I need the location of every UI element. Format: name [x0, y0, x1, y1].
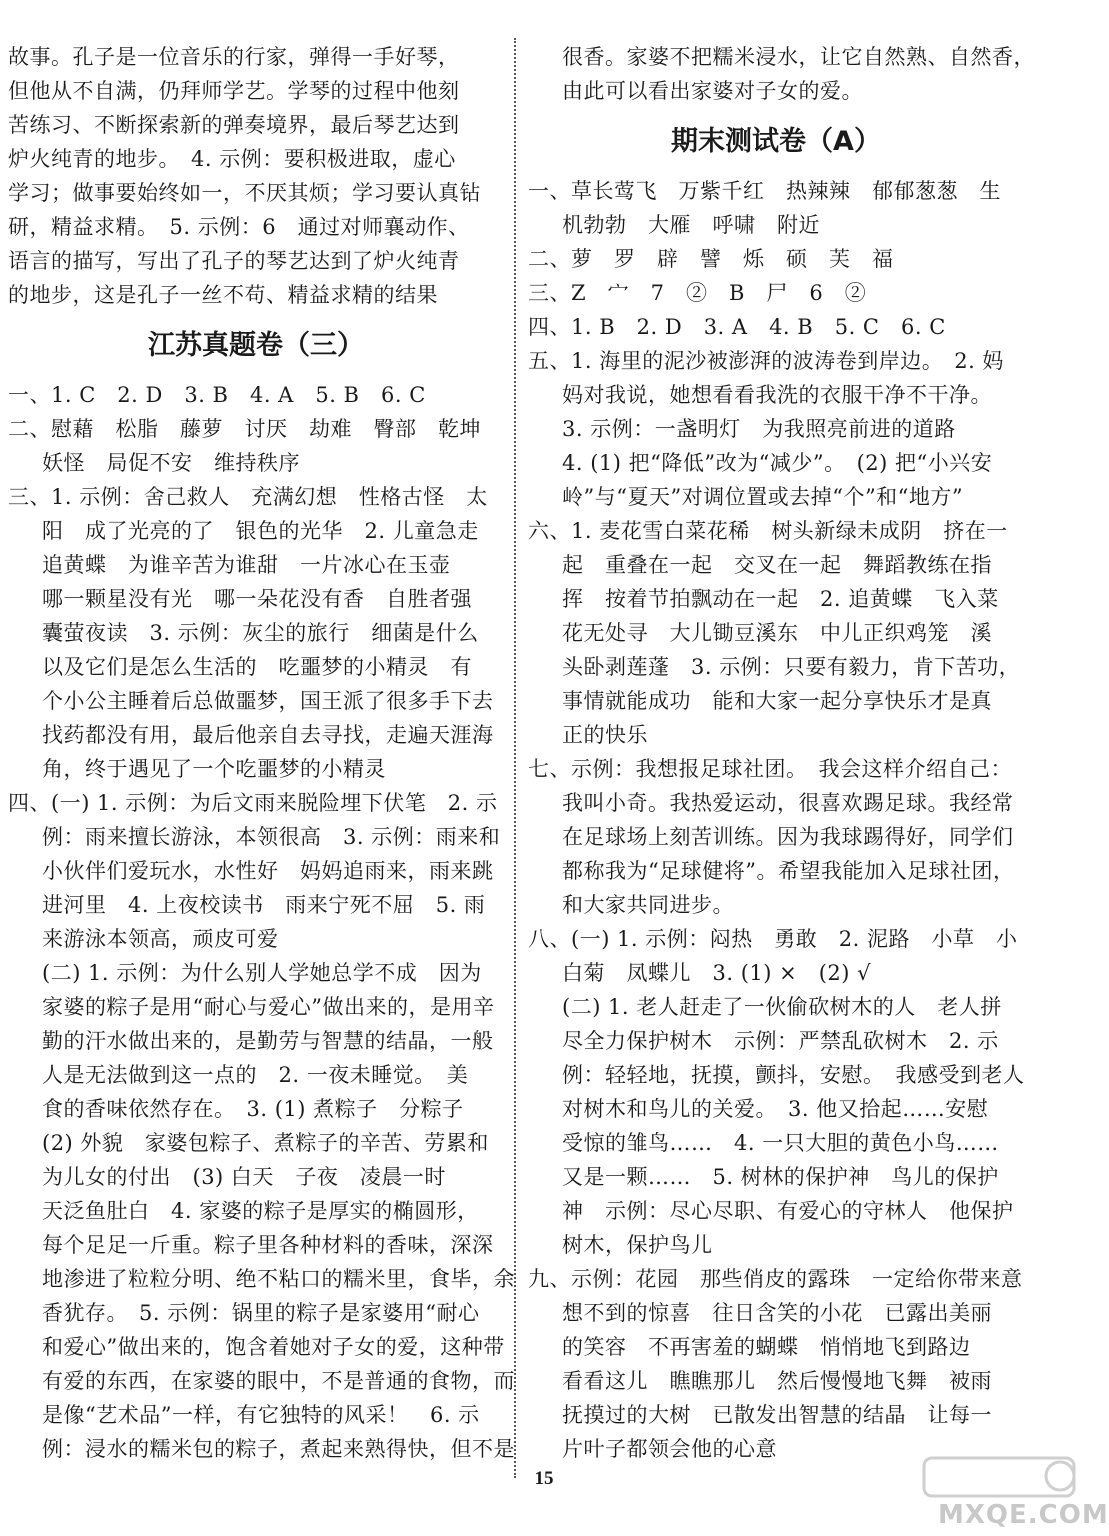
- text-line: 是像“艺术品”一样，有它独特的风采！ 6. 示: [42, 1403, 480, 1427]
- text-line: 人是无法做到这一点的 2. 一夜未睡觉。 美: [42, 1063, 469, 1087]
- text-line: 炉火纯青的地步。 4. 示例：要积极进取，虚心: [8, 147, 456, 171]
- text-line: 的地步，这是孔子一丝不苟、精益求精的结果: [8, 283, 438, 307]
- text-line: (二) 1. 老人赶走了一伙偷砍树木的人 老人拼: [562, 995, 1002, 1019]
- text-line: 和爱心”做出来的，饱含着她对子女的爱，这种带: [42, 1335, 505, 1359]
- text-line: 想不到的惊喜 往日含笑的小花 已露出美丽: [562, 1301, 992, 1325]
- text-line: 有爱的东西，在家婆的眼中，不是普通的食物，而: [42, 1369, 515, 1393]
- text-line: 学习；做事要始终如一，不厌其烦；学习要认真钻: [8, 181, 481, 205]
- text-line: 但他从不自满，仍拜师学艺。学琴的过程中他刻: [8, 79, 460, 103]
- text-line: 五、1. 海里的泥沙被澎湃的波涛卷到岸边。 2. 妈: [528, 349, 1004, 373]
- text-line: 三、1. 示例：舍己救人 充满幻想 性格古怪 太: [8, 485, 488, 509]
- text-line: 在足球场上刻苦训练。因为我球踢得好，同学们: [562, 825, 1014, 849]
- text-line: 四、1. B 2. D 3. A 4. B 5. C 6. C: [528, 315, 946, 339]
- text-line: 六、1. 麦花雪白菜花稀 树头新绿未成阴 挤在一: [528, 519, 1008, 543]
- text-line: 事情就能成功 能和大家一起分享快乐才是真: [562, 689, 992, 713]
- text-line: 一、草长莺飞 万紫千红 热辣辣 郁郁葱葱 生: [528, 179, 1001, 203]
- text-line: 二、萝 罗 辟 譬 烁 硕 芙 福: [528, 247, 894, 271]
- text-line: 例：雨来擅长游泳，本领很高 3. 示例：雨来和: [42, 825, 501, 849]
- text-line: 机勃勃 大雁 呼啸 附近: [562, 213, 820, 237]
- text-line: 看看这儿 瞧瞧那儿 然后慢慢地飞舞 被雨: [562, 1369, 992, 1393]
- text-line: 二、慰藉 松脂 藤萝 讨厌 劫难 臀部 乾坤: [8, 417, 481, 441]
- text-line: 头卧剥莲蓬 3. 示例：只要有毅力，肯下苦功，: [562, 655, 1021, 679]
- section-title: 江苏真题卷（三）: [148, 330, 364, 361]
- text-line: 天泛鱼肚白 4. 家婆的粽子是厚实的椭圆形，: [42, 1199, 479, 1223]
- right-top-block: [528, 40, 1035, 108]
- text-line: 妖怪 局促不安 维持秩序: [42, 451, 300, 475]
- text-line: (2) 外貌 家婆包粽子、煮粽子的辛苦、劳累和: [42, 1131, 489, 1155]
- text-line: 找药都没有用，最后他亲自去寻找，走遍天涯海: [42, 723, 494, 747]
- text-line: 由此可以看出家婆对子女的爱。: [562, 79, 863, 103]
- text-line: 4. (1) 把“降低”改为“减少”。 (2) 把“小兴安: [562, 451, 993, 475]
- left-column: [8, 40, 515, 1466]
- text-line: 七、示例：我想报足球社团。 我会这样介绍自己：: [528, 757, 1012, 781]
- text-line: 挥 按着节拍飘动在一起 2. 追黄蝶 飞入菜: [562, 587, 999, 611]
- watermark-site-text: MXQE.COM: [938, 1500, 1109, 1530]
- text-line: (二) 1. 示例：为什么别人学她总学不成 因为: [42, 961, 482, 985]
- text-line: 妈对我说，她想看看我洗的衣服干净不干净。: [562, 383, 992, 407]
- text-line: 很香。家婆不把糯米浸水，让它自然熟、自然香，: [562, 45, 1035, 69]
- section-title: 期末测试卷（A）: [671, 126, 881, 157]
- text-line: 神 示例：尽心尽职、有爱心的守林人 他保护: [562, 1199, 1014, 1223]
- text-line: 白菊 凤蝶儿 3. (1) × (2) √: [562, 961, 872, 985]
- text-line: 勤的汗水做出来的，是勤劳与智慧的结晶，一般: [42, 1029, 494, 1053]
- text-line: 哪一颗星没有光 哪一朵花没有香 自胜者强: [42, 587, 472, 611]
- text-line: 角，终于遇见了一个吃噩梦的小精灵: [42, 757, 386, 781]
- text-line: 阳 成了光亮的了 银色的光华 2. 儿童急走: [42, 519, 479, 543]
- text-line: 又是一颗…… 5. 树林的保护神 鸟儿的保护: [562, 1165, 999, 1189]
- text-line: 囊萤夜读 3. 示例：灰尘的旅行 细菌是什么: [42, 621, 479, 645]
- text-line: 岭”与“夏天”对调位置或去掉“个”和“地方”: [562, 485, 964, 509]
- text-line: 苦练习、不断探索新的弹奏境界，最后琴艺达到: [8, 113, 460, 137]
- text-line: 树木，保护鸟儿: [562, 1233, 713, 1257]
- text-line: 正的快乐: [562, 723, 648, 747]
- right-answers-block: [528, 174, 1024, 1466]
- left-answers-block: [8, 378, 515, 1466]
- text-line: 一、1. C 2. D 3. B 4. A 5. B 6. C: [8, 383, 426, 407]
- text-line: 起 重叠在一起 交叉在一起 舞蹈教练在指: [562, 553, 992, 577]
- text-line: 地渗进了粒粒分明、绝不粘口的糯米里，食毕，余: [42, 1267, 515, 1291]
- text-line: 八、(一) 1. 示例：闷热 勇敢 2. 泥路 小草 小: [528, 927, 1018, 951]
- text-line: 四、(一) 1. 示例：为后文雨来脱险埋下伏笔 2. 示: [8, 791, 498, 815]
- text-line: 进河里 4. 上夜校读书 雨来宁死不屈 5. 雨: [42, 893, 486, 917]
- text-line: 都称我为“足球健将”。希望我能加入足球社团，: [562, 859, 1015, 883]
- text-line: 和大家共同进步。: [562, 893, 734, 917]
- text-line: 尽全力保护树木 示例：严禁乱砍树木 2. 示: [562, 1029, 999, 1053]
- text-line: 小伙伴们爱玩水，水性好 妈妈追雨来，雨来跳: [42, 859, 494, 883]
- text-line: 例：浸水的糯米包的粽子，煮起来熟得快，但不是: [42, 1437, 515, 1461]
- text-line: 三、Z 宀 7 ② B 尸 6 ②: [528, 281, 867, 305]
- text-line: 食的香味依然存在。 3. (1) 煮粽子 分粽子: [42, 1097, 464, 1121]
- text-line: 来游泳本领高，顽皮可爱: [42, 927, 279, 951]
- text-line: 为儿女的付出 (3) 白天 子夜 凌晨一时: [42, 1165, 446, 1189]
- text-line: 香犹存。 5. 示例：锅里的粽子是家婆用“耐心: [42, 1301, 480, 1325]
- text-line: 对树木和鸟儿的关爱。 3. 他又拾起……安慰: [562, 1097, 989, 1121]
- text-line: 的笑容 不再害羞的蝴蝶 悄悄地飞到路边: [562, 1335, 971, 1359]
- text-line: 我叫小奇。我热爱运动，很喜欢踢足球。我经常: [562, 791, 1014, 815]
- text-line: 花无处寻 大儿锄豆溪东 中儿正织鸡笼 溪: [562, 621, 992, 645]
- right-column: [528, 40, 1035, 1466]
- text-line: 以及它们是怎么生活的 吃噩梦的小精灵 有: [42, 655, 472, 679]
- left-top-block: [8, 40, 504, 312]
- text-line: 故事。孔子是一位音乐的行家，弹得一手好琴，: [8, 45, 460, 69]
- text-line: 语言的描写，写出了孔子的琴艺达到了炉火纯青: [8, 249, 460, 273]
- text-line: 例：轻轻地，抚摸，颤抖，安慰。 我感受到老人: [562, 1063, 1025, 1087]
- text-line: 受惊的雏鸟…… 4. 一只大胆的黄色小鸟……: [562, 1131, 999, 1155]
- text-line: 研，精益求精。 5. 示例：6 通过对师襄动作、: [8, 215, 470, 239]
- text-line: 3. 示例：一盏明灯 为我照亮前进的道路: [562, 417, 956, 441]
- text-line: 片叶子都领会他的心意: [562, 1437, 777, 1461]
- text-line: 九、示例：花园 那些俏皮的露珠 一定给你带来意: [528, 1267, 1023, 1291]
- text-line: 抚摸过的大树 已散发出智慧的结晶 让每一: [562, 1403, 992, 1427]
- text-line: 家婆的粽子是用“耐心与爱心”做出来的，是用辛: [42, 995, 495, 1019]
- text-line: 每个足足一斤重。粽子里各种材料的香味，深深: [42, 1233, 494, 1257]
- text-line: 追黄蝶 为谁辛苦为谁甜 一片冰心在玉壶: [42, 553, 451, 577]
- text-line: 个小公主睡着后总做噩梦，国王派了很多手下去: [42, 689, 494, 713]
- page-number: 15: [534, 1468, 554, 1489]
